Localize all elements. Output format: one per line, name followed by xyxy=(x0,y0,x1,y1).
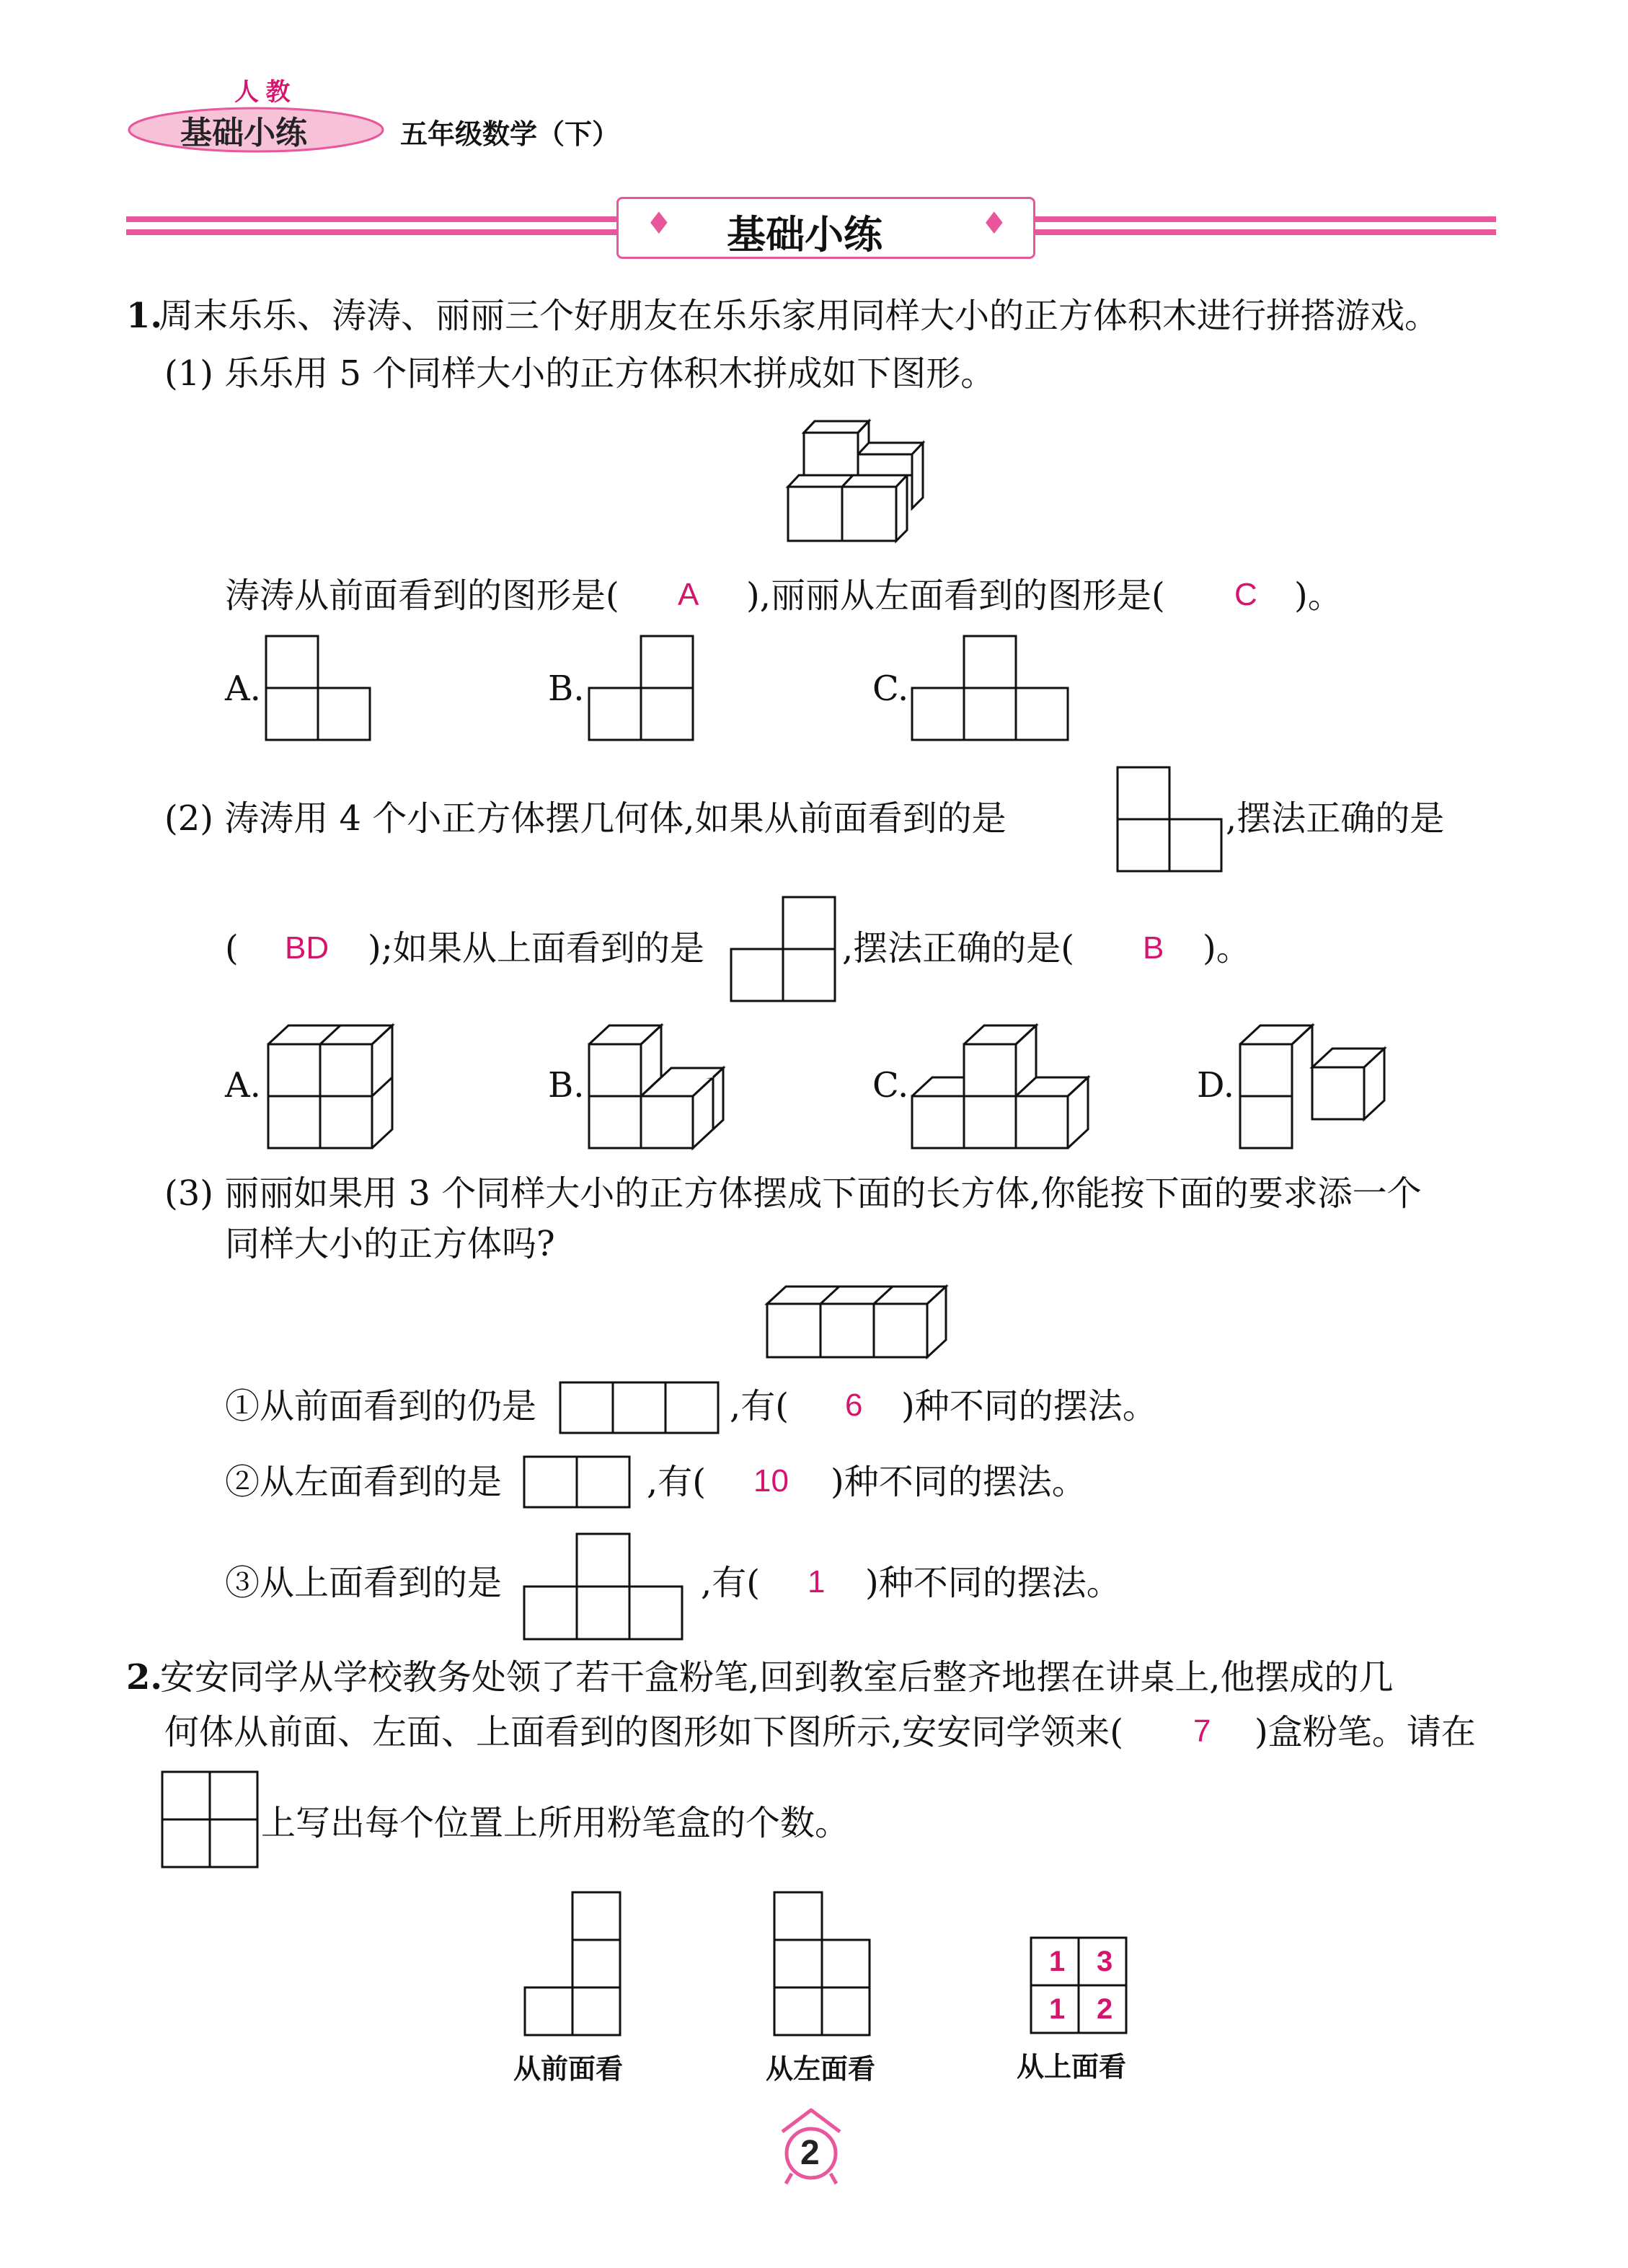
q1-p3-s3-figure xyxy=(523,1532,689,1641)
q2-line3: 上写出每个位置上所用粉笔盒的个数。 xyxy=(261,1803,850,1843)
q1-p2-option-a-label: A. xyxy=(225,1065,261,1106)
q1-p1-option-b-label: B. xyxy=(548,669,585,709)
page-number: 2 xyxy=(800,2134,820,2172)
q1-p3-stem-line2: 同样大小的正方体吗? xyxy=(225,1224,555,1264)
q1-p3-s2-a: ②从左面看到的是 xyxy=(225,1462,503,1502)
q1-p3-s1-answer: 6 xyxy=(845,1387,863,1423)
q2-top-cell-2: 3 xyxy=(1097,1946,1113,1977)
q1-p1-question-b: ),丽丽从左面看到的图形是( xyxy=(746,575,1165,616)
q1-p3-s2-figure xyxy=(523,1455,634,1509)
q1-p1-cube-figure xyxy=(782,411,941,562)
q1-stem: 周末乐乐、涛涛、丽丽三个好朋友在乐乐家用同样大小的正方体积木进行拼搭游戏。 xyxy=(159,296,1440,336)
q1-p3-s3-b: ,有( xyxy=(701,1563,760,1603)
q2-blank-grid xyxy=(161,1770,262,1871)
q1-p2-line2-c: )。 xyxy=(1203,928,1251,968)
q1-p2-line2-b: ,摆法正确的是( xyxy=(842,928,1074,968)
diamond-right-icon: ♦ xyxy=(981,206,1008,241)
q1-p2-option-c-label: C. xyxy=(872,1065,909,1106)
q1-p1-answer-2: C xyxy=(1234,577,1257,612)
q1-p1-question-a: 涛涛从前面看到的图形是( xyxy=(225,575,619,616)
q1-number: 1. xyxy=(126,296,163,336)
q1-p1-option-a-label: A. xyxy=(225,669,261,709)
q1-p3-s3-answer: 1 xyxy=(808,1564,826,1599)
q1-p1-option-b-figure xyxy=(588,635,696,743)
q2-number: 2. xyxy=(126,1657,163,1698)
q2-front-view-figure xyxy=(521,1891,625,2042)
q1-p2-answer-1: BD xyxy=(285,930,329,966)
q1-p2-stem-a: (2) 涛涛用 4 个小正方体摆几何体,如果从前面看到的是 xyxy=(164,798,1007,839)
q1-p3-s1-b: ,有( xyxy=(730,1386,789,1426)
q1-p3-stem-line1: (3) 丽丽如果用 3 个同样大小的正方体摆成下面的长方体,你能按下面的要求添一个 xyxy=(164,1173,1422,1214)
q1-p3-s1-c: )种不同的摆法。 xyxy=(901,1386,1157,1426)
section-title: 基础小练 xyxy=(727,213,882,257)
q2-top-cell-1: 1 xyxy=(1049,1946,1066,1977)
q1-p2-option-b-label: B. xyxy=(548,1065,585,1106)
q1-p2-option-c-figure xyxy=(911,1023,1098,1152)
q2-top-view-grid xyxy=(1030,1936,1134,2041)
q1-p1-option-c-label: C. xyxy=(872,669,909,709)
q1-p2-line2-a: );如果从上面看到的是 xyxy=(368,928,704,968)
q1-p2-open-paren: ( xyxy=(225,928,239,968)
q1-p2-option-b-figure xyxy=(588,1023,739,1152)
q1-p2-option-a-figure xyxy=(267,1023,400,1152)
q1-p3-s1-a: ①从前面看到的仍是 xyxy=(225,1386,537,1426)
q1-p1-answer-1: A xyxy=(678,577,699,612)
q1-p3-s2-c: )种不同的摆法。 xyxy=(831,1462,1087,1502)
q1-p1-option-c-figure xyxy=(911,635,1072,743)
q2-top-cell-4: 2 xyxy=(1097,1993,1113,2025)
q1-p2-stem-b: ,摆法正确的是 xyxy=(1226,798,1445,839)
q2-top-cell-3: 1 xyxy=(1049,1993,1066,2025)
diamond-left-icon: ♦ xyxy=(645,206,673,241)
q1-p3-s3-a: ③从上面看到的是 xyxy=(225,1563,503,1603)
brand-small: 人 教 xyxy=(234,79,291,106)
q1-p2-option-d-label: D. xyxy=(1197,1065,1235,1106)
q1-p1-stem: (1) 乐乐用 5 个同样大小的正方体积木拼成如下图形。 xyxy=(164,353,996,394)
q1-p2-top-view-figure xyxy=(730,896,838,1004)
q2-top-view-label: 从上面看 xyxy=(1017,2052,1127,2083)
q1-p1-question-c: )。 xyxy=(1294,575,1342,616)
q1-p1-option-a-figure xyxy=(265,635,373,743)
q1-p2-front-view-figure xyxy=(1116,766,1224,874)
q2-answer: 7 xyxy=(1193,1713,1211,1749)
q2-line2-b: )盒粉笔。请在 xyxy=(1255,1712,1476,1752)
q1-p3-s3-c: )种不同的摆法。 xyxy=(865,1563,1121,1603)
q2-left-view-label: 从左面看 xyxy=(766,2055,876,2085)
q1-p3-s1-figure xyxy=(559,1381,721,1435)
subject-title: 五年级数学（下） xyxy=(400,120,620,150)
q2-front-view-label: 从前面看 xyxy=(513,2055,624,2085)
q2-line1: 安安同学从学校教务处领了若干盒粉笔,回到教室后整齐地摆在讲桌上,他摆成的几 xyxy=(160,1657,1394,1698)
q2-line2-a: 何体从前面、左面、上面看到的图形如下图所示,安安同学领来( xyxy=(164,1712,1123,1752)
q1-p3-s2-b: ,有( xyxy=(647,1462,706,1502)
q1-p2-answer-2: B xyxy=(1143,930,1164,966)
brand-main: 基础小练 xyxy=(180,115,307,151)
q1-p3-s2-answer: 10 xyxy=(753,1463,789,1499)
q2-left-view-figure xyxy=(770,1891,875,2042)
q1-p2-option-d-figure xyxy=(1239,1023,1390,1152)
q1-p3-cuboid-figure xyxy=(766,1284,953,1363)
